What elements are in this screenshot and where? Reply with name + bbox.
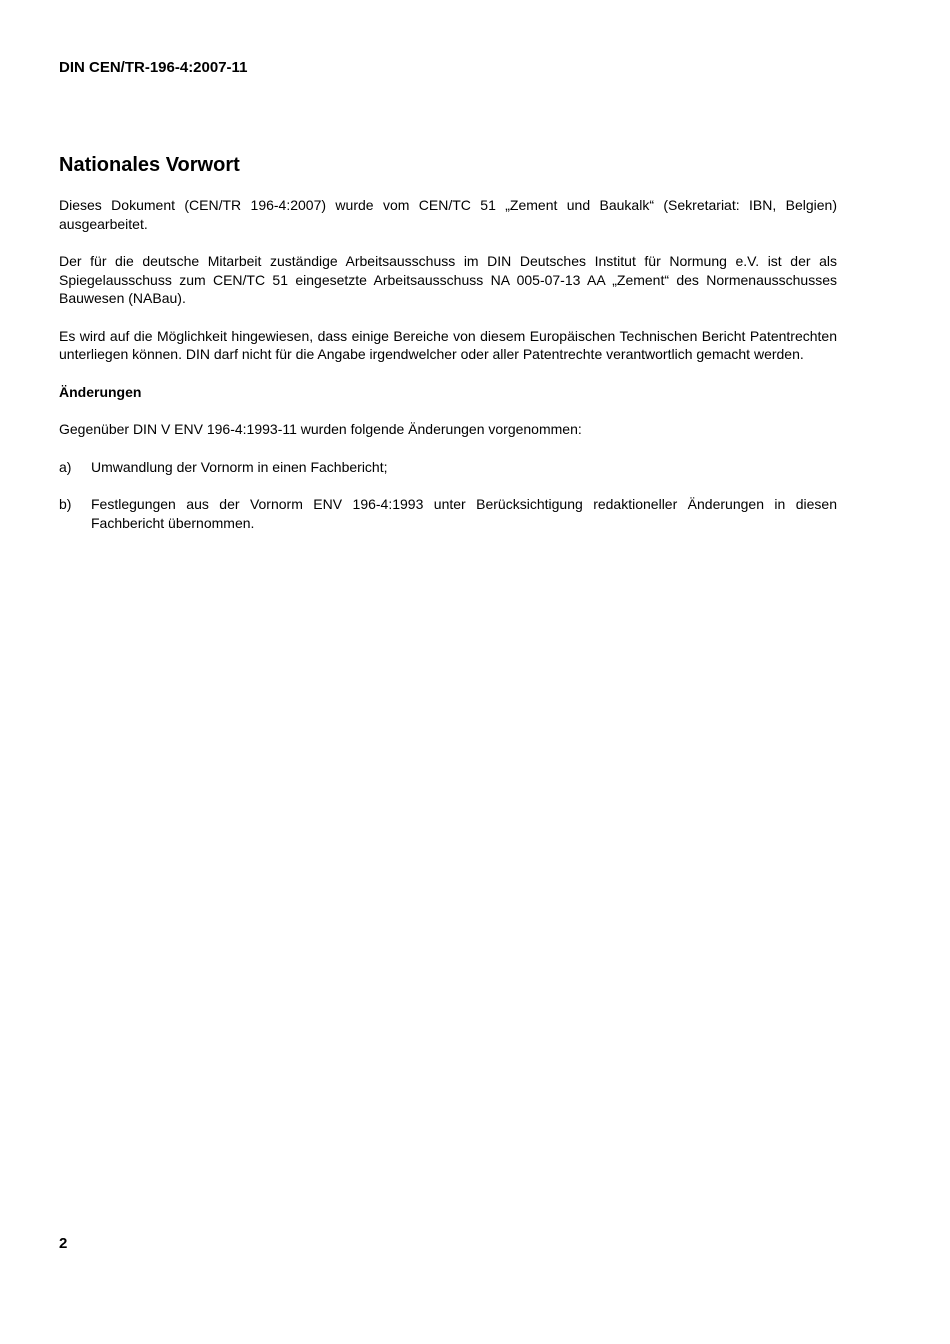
document-id-header: DIN CEN/TR-196-4:2007-11: [59, 59, 248, 76]
changes-heading: Änderungen: [59, 383, 142, 400]
list-item-text: Umwandlung der Vornorm in einen Fachbericht;: [91, 458, 388, 475]
paragraph-committee: Der für die deutsche Mitarbeit zuständige Arbeitsausschuss im DIN Deutsches Institut für Normung e.V. ist der als Spiegelausschuss zum CEN/TC 51 eingesetzte Arbeitsausschuss NA 005-07-13 AA „Zement“ des Normenausschusses Bauwesen (NABau).: [59, 253, 837, 306]
list-item-marker: a): [59, 458, 72, 475]
changes-intro: Gegenüber DIN V ENV 196-4:1993-11 wurden folgende Änderungen vorgenommen:: [59, 421, 582, 437]
paragraph-patent-notice: Es wird auf die Möglichkeit hingewiesen, dass einige Bereiche von diesem Europäischen Technischen Bericht Patentrechten unterliegen können. DIN darf nicht für die Angabe irgendwelcher oder aller Patentrechte verantwortlich gemacht werden.: [59, 327, 837, 362]
page-content: [59, 152, 837, 551]
changes-list: [59, 458, 837, 533]
list-item-text: Festlegungen aus der Vornorm ENV 196-4:1993 unter Berücksichtigung redaktioneller Änderungen in diesen Fachbericht übernommen.: [91, 496, 837, 531]
list-item-marker: b): [59, 496, 72, 512]
page-number: 2: [59, 1235, 68, 1252]
page-title: Nationales Vorwort: [59, 154, 240, 176]
list-item: [59, 495, 837, 532]
paragraph-origin: Dieses Dokument (CEN/TR 196-4:2007) wurde vom CEN/TC 51 „Zement und Baukalk“ (Sekretariat: IBN, Belgien) ausgearbeitet.: [59, 197, 837, 232]
list-item: [59, 458, 837, 477]
